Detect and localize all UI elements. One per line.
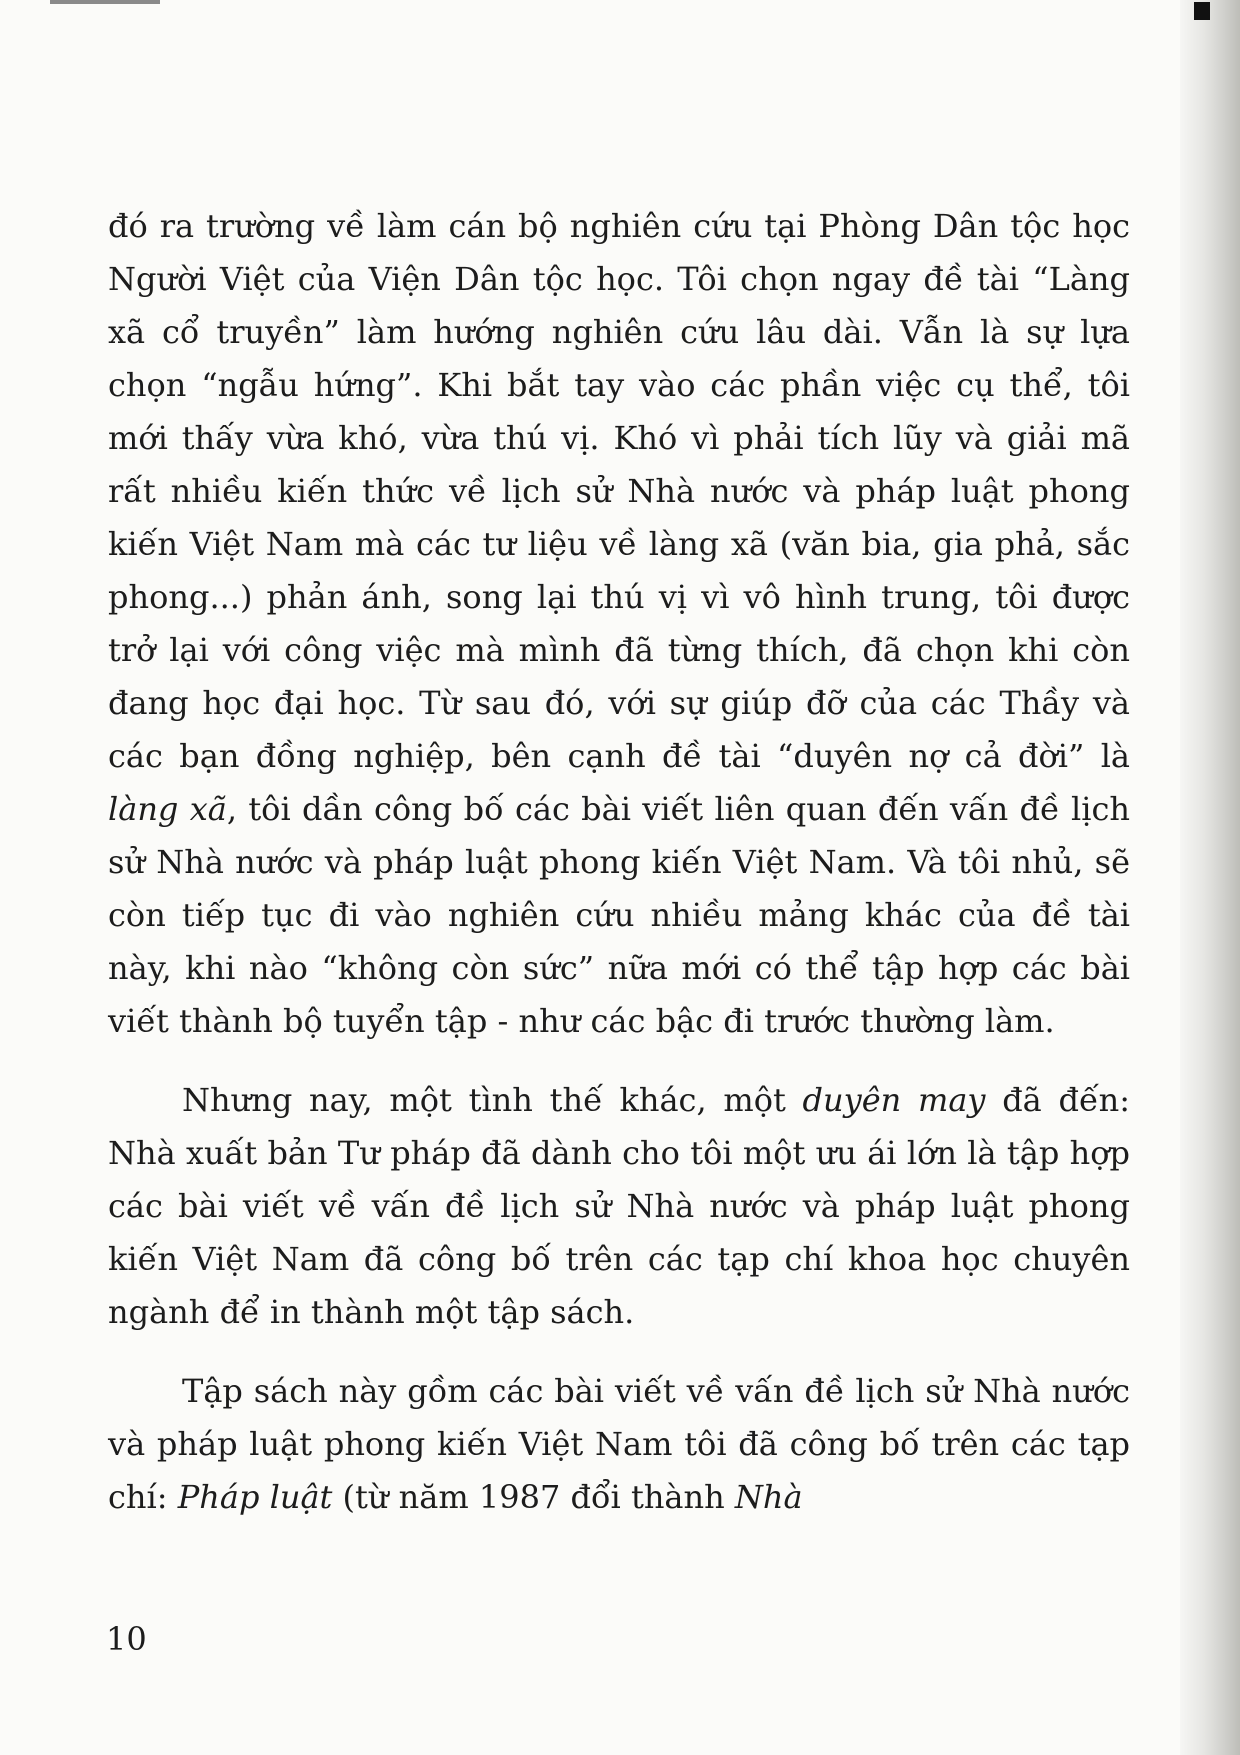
italic-text: làng xã [108, 790, 227, 828]
page-number: 10 [106, 1620, 147, 1658]
text-segment: , tôi dần công bố các bài viết liên quan đến vấn đề lịch sử Nhà nước và pháp luật phong kiến Việt Nam. Và tôi nhủ, sẽ còn tiếp tục đi vào nghiên cứu nhiều mảng khác của đề tài này, khi nào “không còn sức” nữa mới có thể tập hợp các bài viết thành bộ tuyển tập - như các bậc đi trước thường làm. [108, 790, 1131, 1040]
paragraph [108, 1365, 1130, 1524]
text-segment: Nhưng nay, một tình thế khác, một [182, 1081, 803, 1119]
binding-shadow [1180, 0, 1240, 1755]
scan-edge-mark [1194, 2, 1210, 20]
text-segment: đã đến: Nhà xuất bản Tư pháp đã dành cho tôi một ưu ái lớn là tập hợp các bài viết về vấn đề lịch sử Nhà nước và pháp luật phong kiến Việt Nam đã công bố trên các tạp chí khoa học chuyên ngành để in thành một tập sách. [108, 1081, 1131, 1331]
top-edge-rule [50, 0, 160, 4]
paragraph [108, 200, 1130, 1048]
body-text [108, 200, 1130, 1550]
italic-text: Nhà [734, 1478, 803, 1516]
italic-text: duyên may [802, 1081, 986, 1119]
text-segment: (từ năm 1987 đổi thành [332, 1478, 735, 1516]
text-segment: Tập sách này gồm các bài viết về vấn đề lịch sử Nhà nước và pháp luật phong kiến Việt Nam tôi đã công bố trên các tạp chí: [108, 1372, 1130, 1516]
italic-text: Pháp luật [177, 1478, 333, 1516]
text-segment: đó ra trường về làm cán bộ nghiên cứu tại Phòng Dân tộc học Người Việt của Viện Dân tộc học. Tôi chọn ngay đề tài “Làng xã cổ truyền” làm hướng nghiên cứu lâu dài. Vẫn là sự lựa chọn “ngẫu hứng”. Khi bắt tay vào các phần việc cụ thể, tôi mới thấy vừa khó, vừa thú vị. Khó vì phải tích lũy và giải mã rất nhiều kiến thức về lịch sử Nhà nước và pháp luật phong kiến Việt Nam mà các tư liệu về làng xã (văn bia, gia phả, sắc phong...) phản ánh, song lại thú vị vì vô hình trung, tôi được trở lại với công việc mà mình đã từng thích, đã chọn khi còn đang học đại học. Từ sau đó, với sự giúp đỡ của các Thầy và các bạn đồng nghiệp, bên cạnh đề tài “duyên nợ cả đời” là [108, 207, 1130, 775]
paragraph [108, 1074, 1130, 1339]
